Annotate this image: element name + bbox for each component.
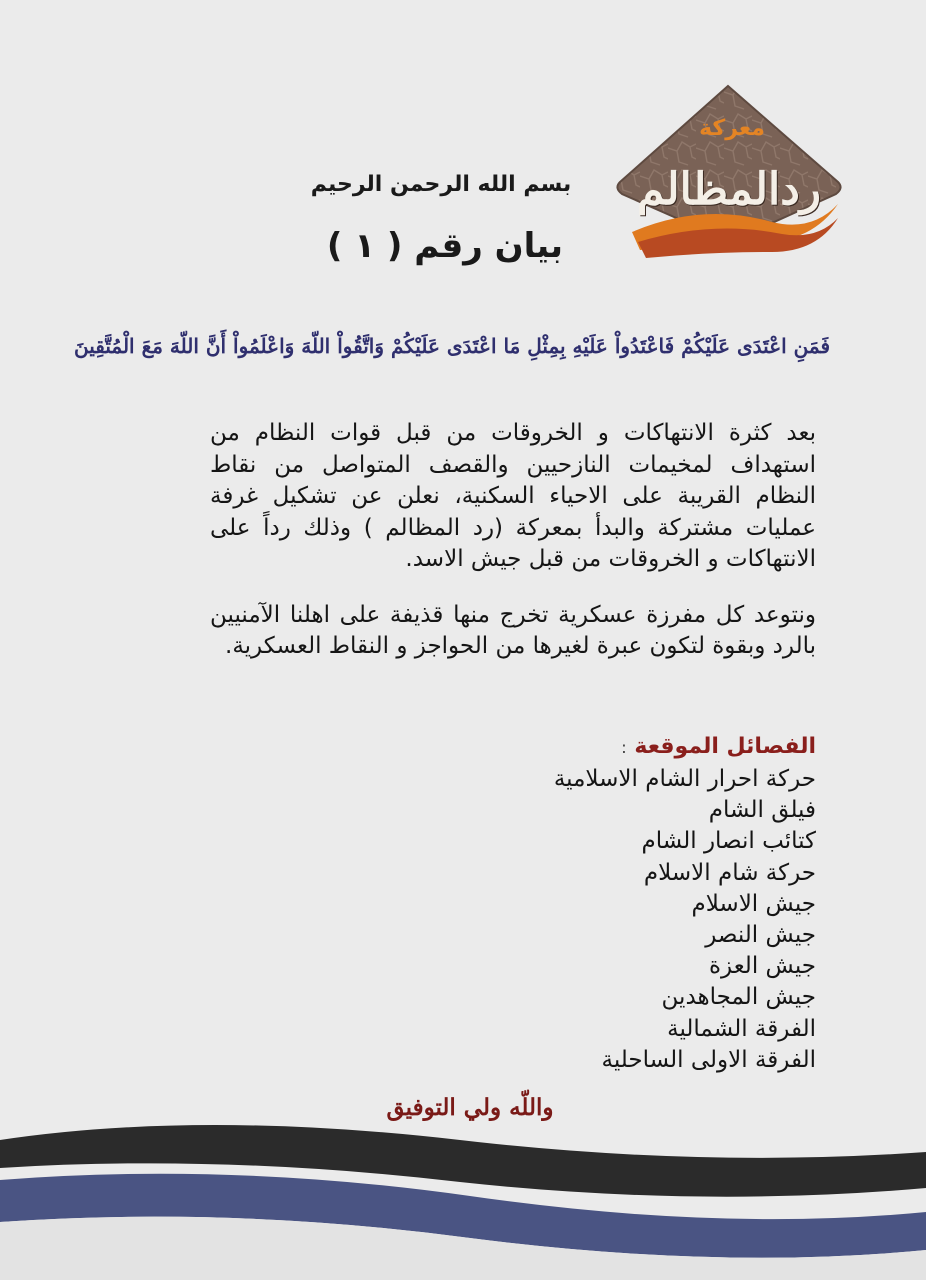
statement-title: بيان رقم ( ١ ): [326, 226, 564, 266]
faction-item: كتائب انصار الشام: [641, 828, 816, 855]
closing-phrase: واللّه ولي التوفيق: [386, 1094, 554, 1121]
faction-item: حركة شام الاسلام: [643, 859, 816, 886]
footer-waves: [0, 1110, 926, 1280]
faction-item: جيش العزة: [708, 953, 816, 980]
faction-item: جيش النصر: [705, 922, 816, 949]
factions-heading-text: الفصائل الموقعة: [634, 734, 816, 759]
faction-item: فيلق الشام: [708, 797, 816, 824]
factions-heading: [560, 734, 816, 759]
quran-verse: فَمَنِ اعْتَدَى عَلَيْكُمْ فَاعْتَدُواْ عَلَيْهِ بِمِثْلِ مَا اعْتَدَى عَلَيْكُمْ وَاتَّقُواْ اللّهَ وَاعْلَمُواْ أَنَّ اللّهَ مَعَ الْمُتَّقِينَ: [73, 334, 831, 358]
basmala: بسم الله الرحمن الرحيم: [310, 172, 572, 197]
body-paragraph: بعد كثرة الانتهاكات و الخروقات من قبل قوات النظام من استهداف لمخيمات النازحيين والقصف المتواصل من نقاط النظام القريبة على الاحياء السكنية، نعلن عن تشكيل غرفة عمليات مشتركة والبدأ بمعركة (رد المظالم ) وذلك رداً على الانتهاكات و الخروقات من قبل جيش الاسد.: [210, 420, 816, 572]
factions-heading-colon: :: [621, 738, 627, 757]
logo-title: ردالمظالم: [636, 164, 822, 215]
factions-list: [460, 764, 816, 1076]
battle-logo: [612, 82, 844, 260]
faction-item: الفرقة الشمالية: [667, 1015, 816, 1042]
statement-body: [210, 418, 816, 687]
faction-item: الفرقة الاولى الساحلية: [601, 1046, 816, 1073]
faction-item: جيش المجاهدين: [661, 984, 816, 1011]
logo-kicker: معركة: [699, 116, 765, 141]
faction-item: حركة احرار الشام الاسلامية: [553, 766, 816, 792]
body-paragraph: ونتوعد كل مفرزة عسكرية تخرج منها قذيفة على اهلنا الآمنيين بالرد وبقوة لتكون عبرة لغيرها من الحواجز و النقاط العسكرية.: [210, 601, 816, 659]
faction-item: جيش الاسلام: [691, 890, 816, 917]
